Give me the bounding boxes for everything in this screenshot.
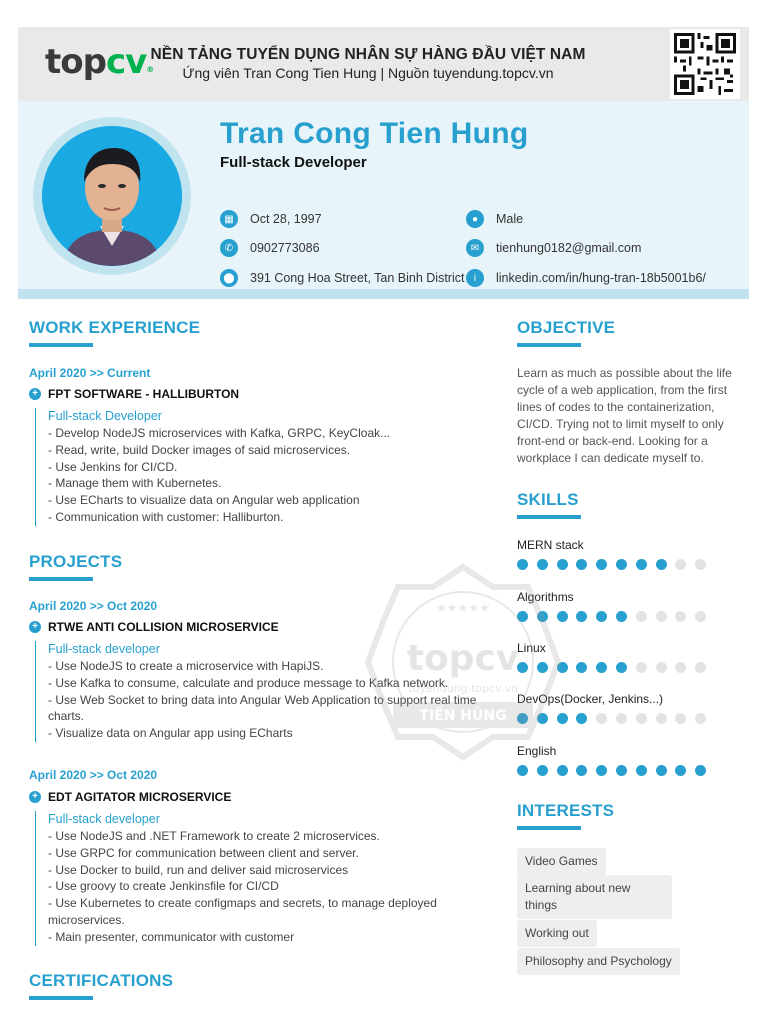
work-bullet: - Use ECharts to visualize data on Angular web application xyxy=(48,493,360,508)
rating-dot-filled xyxy=(576,559,587,570)
rating-dot-filled xyxy=(537,713,548,724)
plus-circle-icon: + xyxy=(29,621,41,633)
rating-dot-filled xyxy=(675,765,686,776)
gender-text: Male xyxy=(496,212,524,226)
qr-code-icon[interactable] xyxy=(670,29,740,99)
project-bullet: - Use GRPC for communication between client and server. xyxy=(48,845,359,860)
logo-top-text: top xyxy=(45,42,106,82)
work-bullet: - Use Jenkins for CI/CD. xyxy=(48,459,178,474)
interest-tag: Learning about new things xyxy=(517,875,672,919)
rating-dot-filled xyxy=(596,765,607,776)
birthday-text: Oct 28, 1997 xyxy=(250,212,322,226)
location-pin-icon: ⬤ xyxy=(220,269,238,287)
project-entry-body xyxy=(35,811,495,946)
company-name: FPT SOFTWARE - HALLIBURTON xyxy=(48,387,240,401)
rating-dot-empty xyxy=(675,662,686,673)
heading-underline xyxy=(29,343,93,347)
project-bullet: - Main presenter, communicator with customer xyxy=(48,929,295,944)
rating-dot-filled xyxy=(517,765,528,776)
project-role: Full-stack developer xyxy=(48,642,160,656)
rating-dot-filled xyxy=(537,559,548,570)
avatar-ring xyxy=(33,117,191,275)
rating-dot-filled xyxy=(557,765,568,776)
work-experience-heading: WORK EXPERIENCE xyxy=(29,318,201,337)
work-role: Full-stack Developer xyxy=(48,409,162,423)
interest-tag: Philosophy and Psychology xyxy=(517,948,680,975)
address-text: 391 Cong Hoa Street, Tan Binh District xyxy=(250,271,465,285)
rating-dot-filled xyxy=(636,765,647,776)
email-text[interactable]: tienhung0182@gmail.com xyxy=(496,241,642,255)
svg-text:★★★★★: ★★★★★ xyxy=(436,601,490,615)
rating-dot-filled xyxy=(537,662,548,673)
skill-rating xyxy=(517,611,715,622)
phone-text[interactable]: 0902773086 xyxy=(250,241,320,255)
info-icon: i xyxy=(466,269,484,287)
watermark-brand: topcv xyxy=(406,638,520,679)
birthday-row xyxy=(220,210,322,228)
skill-rating xyxy=(517,765,715,776)
project-bullet: - Use NodeJS and .NET Framework to create 2 microservices. xyxy=(48,829,380,843)
work-bullet: - Manage them with Kubernetes. xyxy=(48,476,222,491)
rating-dot-filled xyxy=(537,611,548,622)
address-row xyxy=(220,269,464,287)
watermark-ribbon: TIẾN HÙNG xyxy=(419,708,507,724)
rating-dot-filled xyxy=(557,713,568,724)
skill-name: English xyxy=(517,744,557,758)
rating-dot-empty xyxy=(695,662,706,673)
rating-dot-empty xyxy=(695,611,706,622)
calendar-icon: ▦ xyxy=(220,210,238,228)
project-bullet: - Use Kafka to consume, calculate and produce message to Kafka network. xyxy=(48,675,449,690)
project-role: Full-stack developer xyxy=(48,812,160,826)
project-entry-body xyxy=(35,641,495,742)
rating-dot-filled xyxy=(537,765,548,776)
project-date: April 2020 >> Oct 2020 xyxy=(29,599,158,613)
heading-underline xyxy=(517,343,581,347)
project-bullet: - Visualize data on Angular app using ECharts xyxy=(48,726,293,741)
rating-dot-filled xyxy=(596,662,607,673)
gender-row xyxy=(466,210,523,228)
heading-underline xyxy=(517,826,581,830)
interest-tag: Working out xyxy=(517,920,597,947)
rating-dot-empty xyxy=(695,713,706,724)
project-date: April 2020 >> Oct 2020 xyxy=(29,768,158,782)
rating-dot-empty xyxy=(616,713,627,724)
skills-heading: SKILLS xyxy=(517,490,579,509)
rating-dot-filled xyxy=(576,611,587,622)
rating-dot-empty xyxy=(636,713,647,724)
rating-dot-filled xyxy=(616,559,627,570)
rating-dot-empty xyxy=(656,611,667,622)
project-name: EDT AGITATOR MICROSERVICE xyxy=(48,790,232,804)
interest-tag: Video Games xyxy=(517,848,606,875)
project-bullet: microservices. xyxy=(48,912,125,927)
phone-icon: ✆ xyxy=(220,239,238,257)
certifications-heading: CERTIFICATIONS xyxy=(29,971,174,990)
objective-heading: OBJECTIVE xyxy=(517,318,616,337)
heading-underline xyxy=(29,577,93,581)
rating-dot-filled xyxy=(616,765,627,776)
registered-mark: ® xyxy=(146,65,154,74)
rating-dot-filled xyxy=(656,559,667,570)
rating-dot-filled xyxy=(557,559,568,570)
banner-subtitle: Ứng viên Tran Cong Tien Hung | Nguồn tuyendung.topcv.vn xyxy=(182,65,554,81)
project-bullet: - Use groovy to create Jenkinsfile for CI/CD xyxy=(48,879,279,894)
rating-dot-empty xyxy=(656,662,667,673)
user-icon: ● xyxy=(466,210,484,228)
rating-dot-filled xyxy=(517,559,528,570)
skill-name: DevOps(Docker, Jenkins...) xyxy=(517,692,664,706)
banner-title: NỀN TẢNG TUYỂN DỤNG NHÂN SỰ HÀNG ĐẦU VIỆT NAM xyxy=(150,46,586,63)
skill-name: Algorithms xyxy=(517,590,574,604)
rating-dot-filled xyxy=(576,662,587,673)
heading-underline xyxy=(517,515,581,519)
linkedin-row xyxy=(466,269,706,287)
phone-row xyxy=(220,239,320,257)
watermark-url: tuyendung.topcv.vn xyxy=(408,682,518,695)
project-bullet: - Use Kubernetes to create configmaps and secrets, to manage deployed xyxy=(48,896,437,911)
logo-cv-text: cv xyxy=(105,42,147,82)
work-company xyxy=(29,387,239,401)
plus-circle-icon: + xyxy=(29,388,41,400)
rating-dot-filled xyxy=(656,765,667,776)
project-name-row xyxy=(29,790,231,804)
objective-text: Learn as much as possible about the life cycle of a web application, from the first lines of codes to the containerization, CI/CD. Trying not to limit myself to only front-end or back-end. Looking for a workplace I can dedicate myself to. xyxy=(517,366,732,465)
rating-dot-filled xyxy=(616,662,627,673)
rating-dot-filled xyxy=(616,611,627,622)
resume-page xyxy=(18,27,749,1024)
work-bullet: - Read, write, build Docker images of said microservices. xyxy=(48,442,351,457)
rating-dot-filled xyxy=(576,713,587,724)
rating-dot-filled xyxy=(636,559,647,570)
project-bullet: charts. xyxy=(48,709,85,724)
linkedin-text[interactable]: linkedin.com/in/hung-tran-18b5001b6/ xyxy=(496,271,706,285)
project-name-row xyxy=(29,620,279,634)
plus-circle-icon: + xyxy=(29,791,41,803)
topcv-banner xyxy=(18,27,749,101)
rating-dot-empty xyxy=(636,611,647,622)
header-divider xyxy=(18,289,749,299)
project-name: RTWE ANTI COLLISION MICROSERVICE xyxy=(48,620,279,634)
interests-heading: INTERESTS xyxy=(517,801,615,820)
work-bullet: - Communication with customer: Halliburton. xyxy=(48,509,284,524)
work-entry-body xyxy=(35,408,495,526)
skill-name: Linux xyxy=(517,641,546,655)
rating-dot-empty xyxy=(675,559,686,570)
email-row xyxy=(466,239,641,257)
skill-rating xyxy=(517,559,715,570)
project-bullet: - Use Docker to build, run and deliver said microservices xyxy=(48,862,349,877)
candidate-title: Full-stack Developer xyxy=(220,154,367,171)
rating-dot-empty xyxy=(675,611,686,622)
projects-heading: PROJECTS xyxy=(29,552,123,571)
rating-dot-empty xyxy=(596,713,607,724)
skill-rating xyxy=(517,662,715,673)
rating-dot-filled xyxy=(576,765,587,776)
work-bullet: - Develop NodeJS microservices with Kafka, GRPC, KeyCloak... xyxy=(48,426,391,440)
rating-dot-empty xyxy=(675,713,686,724)
email-icon: ✉ xyxy=(466,239,484,257)
avatar xyxy=(42,126,182,266)
rating-dot-filled xyxy=(596,611,607,622)
project-bullet: - Use Web Socket to bring data into Angular Web Application to support real time xyxy=(48,692,477,707)
work-date: April 2020 >> Current xyxy=(29,366,151,380)
skill-rating xyxy=(517,713,715,724)
rating-dot-filled xyxy=(557,662,568,673)
rating-dot-filled xyxy=(517,713,528,724)
heading-underline xyxy=(29,996,93,1000)
project-bullet: - Use NodeJS to create a microservice with HapiJS. xyxy=(48,659,324,673)
rating-dot-filled xyxy=(517,611,528,622)
rating-dot-empty xyxy=(695,559,706,570)
skill-name: MERN stack xyxy=(517,538,584,552)
rating-dot-filled xyxy=(695,765,706,776)
candidate-name: Tran Cong Tien Hung xyxy=(220,117,529,150)
rating-dot-empty xyxy=(636,662,647,673)
rating-dot-empty xyxy=(656,713,667,724)
profile-header xyxy=(18,101,749,289)
rating-dot-filled xyxy=(557,611,568,622)
rating-dot-filled xyxy=(517,662,528,673)
rating-dot-filled xyxy=(596,559,607,570)
